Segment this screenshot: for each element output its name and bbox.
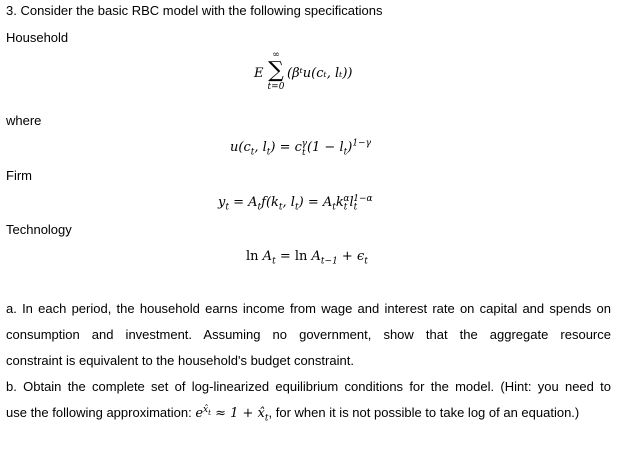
technology-equation: $\ln A_t = \ln A_{t-1} + \epsilon_t$ — [246, 249, 368, 267]
section-label-household: Household — [6, 30, 69, 45]
part-b-line-2 — [6, 400, 611, 426]
summation — [266, 50, 286, 92]
part-a-line-2: consumption and investment. Assuming no government, show that the aggregate resource — [6, 327, 611, 342]
approximation-formula: $e^{x̂_t} \approx 1$ + $x̂_t$ — [195, 404, 269, 424]
section-label-technology: Technology — [6, 222, 72, 237]
part-b-line-2-pre: use the following approximation: — [6, 405, 196, 420]
expectation-body: (βᵗu(cₜ, lₜ)) — [287, 66, 353, 81]
question-parts — [6, 296, 611, 426]
production-equation: $y_t = A_tf(k_t$, $l_t) = A_tk_t^\alpha l_t^{1-\alpha}$ — [218, 193, 373, 213]
question-title: 3. Consider the basic RBC model with the following specifications — [6, 3, 383, 18]
part-b-line-2-post: , for when it is not possible to take log of an equation.) — [268, 405, 580, 420]
section-label-firm: Firm — [6, 168, 32, 183]
sum-lower-limit: t=0 — [267, 82, 285, 92]
expectation-operator: E — [254, 66, 264, 81]
utility-equation: $u(c_t$, $l_t) = c_t^\gamma(1 - l_t)^{1-\gamma}$ — [230, 138, 371, 158]
part-a-line-3: constraint is equivalent to the household's budget constraint. — [6, 353, 354, 368]
part-a-line-1: a. In each period, the household earns income from wage and interest rate on capital and spends on — [6, 301, 611, 316]
sum-symbol: ∑ — [268, 58, 284, 83]
part-b-line-1: b. Obtain the complete set of log-linearized equilibrium conditions for the model. (Hint: you need to — [6, 379, 611, 394]
sum-upper-limit: ∞ — [272, 50, 280, 60]
section-label-where: where — [6, 113, 42, 128]
